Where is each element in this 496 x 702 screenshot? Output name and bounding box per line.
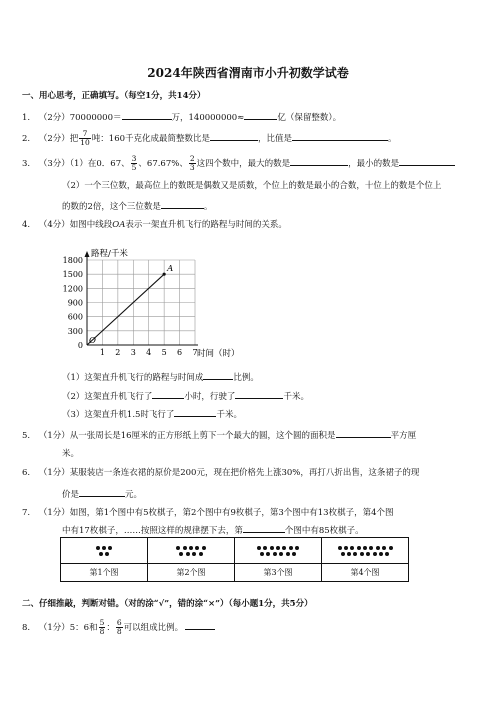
y-axis-arrow [85, 251, 90, 257]
q8-frac2-denominator: 8 [116, 627, 122, 636]
q7-text-a: 中有17枚棋子，……按照这样的规律摆下去，第 [62, 526, 243, 536]
pattern-caption-2: 第2个图 [148, 564, 235, 582]
x-tick-label: 5 [161, 348, 167, 357]
chart-grid [87, 260, 195, 345]
pattern-4 [322, 538, 409, 564]
q5-text-a: （1分）从一张周长是16厘米的正方形纸上剪下一个最大的圆，这个圆的面积是 [38, 431, 336, 441]
pattern-3 [235, 538, 322, 564]
pattern-caption-1: 第1个图 [61, 564, 148, 582]
q4-sub1-text-b: 比例。 [233, 373, 259, 383]
q8-text-b: ： [106, 623, 115, 633]
q3-blank-2[interactable] [399, 156, 455, 166]
segment-oa [87, 274, 164, 345]
q1-number: 1. [22, 113, 31, 123]
q3-sub2-line1: （2）一个三位数，最高位上的数既是偶数又是质数，个位上的数是最小的合数，十位上的数是个位上 [62, 181, 442, 191]
q8-text-c: 可以组成比例。 [123, 623, 184, 633]
q2-text-d: 。 [388, 134, 397, 144]
q8-number: 8. [22, 623, 31, 633]
q2-text-b: 吨：160千克化成最简整数比是 [91, 134, 211, 144]
q3-number: 3. [22, 159, 31, 169]
point-a-label: A [167, 264, 174, 275]
q1-text-a: （2分）70000000＝ [38, 113, 122, 123]
chart-y-axis-label: 路程/千米 [91, 249, 128, 259]
q4-sub3-text-a: （3）这架直升机1.5时飞行了 [62, 410, 175, 420]
question-6 [22, 466, 419, 478]
q2-frac-numerator: 7 [79, 130, 91, 139]
q5-number: 5. [22, 431, 31, 441]
q4-blank-3[interactable] [235, 389, 283, 399]
q8-answer-blank[interactable] [185, 620, 215, 630]
q4-sub2-text-c: 千米。 [283, 392, 309, 402]
q4-sub1 [62, 370, 259, 383]
q3-text-a: （3分）（1）在0．67、 [38, 159, 130, 169]
q4-segment-label: OA [112, 220, 126, 230]
pattern-caption-3: 第3个图 [235, 564, 322, 582]
q3-text-d: ，最小的数是 [348, 159, 400, 169]
chart-series [87, 264, 173, 346]
q3-frac2-numerator: 2 [189, 154, 195, 163]
q2-blank-1[interactable] [210, 131, 258, 141]
distance-time-chart [55, 240, 255, 362]
section-1-heading: 一、用心思考，正确填写。（每空1分，共14分） [22, 91, 206, 101]
q3-frac1-denominator: 5 [131, 163, 137, 172]
x-tick-label: 2 [115, 348, 121, 357]
pattern-caption-4: 第4个图 [322, 564, 409, 582]
q7-number: 7. [22, 508, 31, 518]
q2-frac-denominator: 10 [80, 138, 90, 147]
q3-frac2-denominator: 3 [189, 163, 195, 172]
q3-text-c: 这四个数中，最大的数是 [196, 159, 291, 169]
q8-fraction-2 [116, 619, 123, 636]
q7-blank-1[interactable] [243, 523, 285, 533]
q6-text-a: 价是 [62, 490, 80, 500]
page-title: 2024年陕西省渭南市小升初数学试卷 [147, 66, 349, 80]
q3-text-b: 、67.67%、 [138, 159, 188, 169]
q4-sub2-text-b: 小时，行驶了 [184, 392, 236, 402]
section-2-heading: 二、仔细推敲，判断对错。（对的涂“√”，错的涂“×”）（每小题1分，共5分） [22, 599, 313, 609]
chart-x-ticks [100, 348, 198, 357]
pattern-1 [61, 538, 148, 564]
q4-blank-4[interactable] [174, 407, 216, 417]
q3-fraction-2 [189, 155, 196, 172]
q2-fraction [79, 130, 91, 147]
q4-blank-2[interactable] [152, 389, 184, 399]
q2-number: 2. [22, 134, 31, 144]
q1-text-b: 万，140000000≈ [171, 113, 245, 123]
q2-blank-2[interactable] [292, 131, 388, 141]
q4-sub2-text-a: （2）这架直升机飞行了 [62, 392, 153, 402]
q8-fraction-1 [99, 619, 106, 636]
q3-blank-1[interactable] [290, 156, 348, 166]
q7-line2 [62, 523, 364, 536]
q4-text-b: 表示一架直升机飞行的路程与时间的关系。 [125, 220, 287, 230]
q6-blank-1[interactable] [79, 487, 125, 497]
y-tick-label: 600 [67, 312, 83, 322]
q2-text-a: （2分）把 [38, 134, 79, 144]
q3-sub2-text-b: 。 [203, 202, 213, 212]
q6-text-b: 元。 [125, 490, 143, 500]
q4-sub3-text-b: 千米。 [216, 410, 242, 420]
q3-fraction-1 [131, 155, 138, 172]
q3-sub2-text-a: 的数的2倍，这个三位数是 [62, 202, 161, 212]
y-tick-label: 1800 [62, 256, 83, 265]
x-tick-label: 7 [192, 348, 198, 357]
y-tick-label: 1500 [62, 270, 83, 280]
point-a-marker [163, 273, 166, 276]
y-tick-label: 900 [67, 298, 83, 308]
q1-text-c: 亿（保留整数）。 [277, 113, 342, 123]
question-3 [22, 155, 455, 172]
q6-line1: （1分）某服装店一条连衣裙的原价是200元，现在把价格先上涨30%，再打八折出售，这条裙子的现 [38, 468, 420, 478]
q1-blank-1[interactable] [122, 110, 172, 120]
q7-line1: （1分）如图，第1个图中有5枚棋子，第2个图中有9枚棋子，第3个图中有13枚棋子，第4个图 [38, 508, 394, 518]
q2-text-c: ，比值是 [258, 134, 293, 144]
question-5 [22, 428, 416, 441]
x-tick-label: 1 [99, 348, 105, 357]
x-tick-label: 3 [130, 348, 136, 357]
q4-number: 4. [22, 220, 31, 230]
q4-sub3 [62, 407, 242, 420]
q5-blank-1[interactable] [336, 428, 391, 438]
y-tick-label: 300 [67, 326, 83, 336]
question-8 [22, 619, 215, 636]
origin-label: O [89, 336, 96, 346]
pattern-2 [148, 538, 235, 564]
x-tick-label: 6 [177, 348, 183, 357]
q5-text-b: 平方厘 [390, 431, 417, 441]
q8-text-a: （1分）5：6和 [38, 623, 98, 633]
chart-x-axis-label: 时间（时） [197, 349, 240, 359]
q6-line2 [62, 487, 142, 500]
q4-blank-1[interactable] [203, 370, 233, 380]
q3-blank-3[interactable] [161, 199, 204, 209]
q7-text-b: 个图中有85枚棋子。 [284, 526, 364, 536]
chart-y-ticks [63, 256, 83, 350]
q3-frac1-numerator: 3 [131, 154, 137, 163]
q5-line2: 米。 [62, 449, 80, 459]
x-tick-label: 4 [146, 348, 152, 357]
question-2 [22, 130, 397, 147]
q6-number: 6. [22, 468, 31, 478]
question-7 [22, 506, 394, 518]
q4-sub2 [62, 389, 309, 402]
q4-text-a: （4分）如图中线段 [38, 220, 113, 230]
q3-sub2-line2 [62, 199, 212, 212]
q8-frac1-denominator: 8 [99, 627, 105, 636]
question-1 [22, 110, 341, 123]
y-tick-label: 1200 [62, 284, 83, 294]
chess-pattern-table [60, 537, 409, 582]
y-tick-label: 0 [77, 341, 83, 350]
q1-blank-2[interactable] [244, 110, 277, 120]
q4-sub1-text-a: （1）这架直升机飞行的路程与时间成 [62, 373, 204, 383]
question-4 [22, 218, 287, 230]
q8-frac2-numerator: 6 [116, 618, 122, 627]
q8-frac1-numerator: 5 [99, 618, 105, 627]
